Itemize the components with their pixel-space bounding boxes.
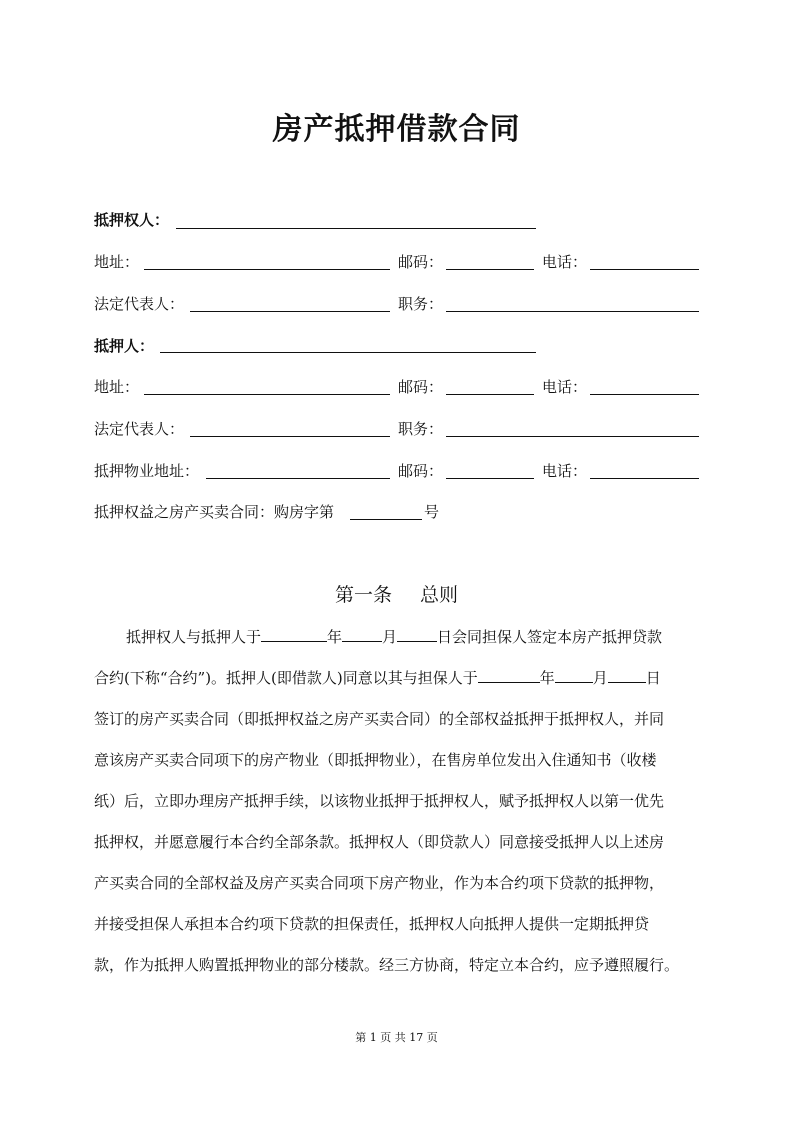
mortgagor-position-label: 职务： xyxy=(398,420,444,438)
body-line-1: 抵押权人与抵押人于 年 月 日会同担保人签定本房产抵押贷款 xyxy=(126,628,663,646)
sign-month-blank[interactable] xyxy=(342,627,382,642)
purchase-month-blank[interactable] xyxy=(555,668,593,683)
document-title: 房产抵押借款合同 xyxy=(272,112,521,147)
purchase-year-blank[interactable] xyxy=(478,668,540,683)
article-1-title: 总则 xyxy=(420,584,459,606)
mortgagor-label: 抵押人： xyxy=(94,337,155,355)
property-address-label: 抵押物业地址： xyxy=(94,462,200,480)
mortgagee-postcode-field[interactable] xyxy=(446,269,534,270)
mortgagee-field[interactable] xyxy=(176,228,536,229)
body-line-2: 合约(下称“合约”)。抵押人(即借款人)同意以其与担保人于 年 月 日 xyxy=(94,669,661,687)
body-line-8: 并接受担保人承担本合约项下贷款的担保责任，抵押权人向抵押人提供一定期抵押贷 xyxy=(94,915,650,933)
mortgagor-legal-rep-field[interactable] xyxy=(190,436,390,437)
property-postcode-label: 邮码： xyxy=(398,462,444,480)
contract-number-field[interactable] xyxy=(350,519,422,520)
mortgagor-phone-field[interactable] xyxy=(590,394,699,395)
mortgagor-position-field[interactable] xyxy=(446,436,699,437)
mortgagee-phone-field[interactable] xyxy=(590,269,699,270)
sign-day-blank[interactable] xyxy=(397,627,437,642)
mortgagee-label: 抵押权人： xyxy=(94,211,170,229)
mortgagee-address-label: 地址： xyxy=(94,253,140,271)
contract-number-label: 抵押权益之房产买卖合同：购房字第 xyxy=(94,503,335,521)
property-postcode-field[interactable] xyxy=(446,478,534,479)
mortgagor-address-field[interactable] xyxy=(144,394,390,395)
property-phone-label: 电话： xyxy=(542,462,588,480)
mortgagee-legal-rep-label: 法定代表人： xyxy=(94,295,185,313)
mortgagor-field[interactable] xyxy=(160,352,536,353)
mortgagee-phone-label: 电话： xyxy=(542,253,588,271)
mortgagee-position-label: 职务： xyxy=(398,295,444,313)
body-line-3: 签订的房产买卖合同（即抵押权益之房产买卖合同）的全部权益抵押于抵押权人，并同 xyxy=(94,710,665,728)
mortgagor-postcode-field[interactable] xyxy=(446,394,534,395)
mortgagee-position-field[interactable] xyxy=(446,311,699,312)
page-total: 17 xyxy=(409,1031,424,1044)
mortgagor-phone-label: 电话： xyxy=(542,378,588,396)
mortgagor-address-label: 地址： xyxy=(94,378,140,396)
mortgagee-postcode-label: 邮码： xyxy=(398,253,444,271)
article-1-heading xyxy=(0,580,793,607)
article-1-number: 第一条 xyxy=(334,584,392,606)
mortgagor-legal-rep-label: 法定代表人： xyxy=(94,420,185,438)
mortgagee-legal-rep-field[interactable] xyxy=(190,311,390,312)
property-address-field[interactable] xyxy=(206,478,390,479)
purchase-day-blank[interactable] xyxy=(608,668,646,683)
contract-number-suffix: 号 xyxy=(424,503,440,521)
body-line-5: 纸）后，立即办理房产抵押手续，以该物业抵押于抵押权人，赋予抵押权人以第一优先 xyxy=(94,792,665,810)
body-line-7: 产买卖合同的全部权益及房产买卖合同项下房产物业，作为本合约项下贷款的抵押物， xyxy=(94,874,665,892)
sign-year-blank[interactable] xyxy=(261,627,327,642)
body-line-9: 款，作为抵押人购置抵押物业的部分楼款。经三方协商，特定立本合约，应予遵照履行。 xyxy=(94,956,680,974)
page-footer: 第 1 页 共 17 页 xyxy=(355,1031,438,1044)
property-phone-field[interactable] xyxy=(590,478,699,479)
body-line-4: 意该房产买卖合同项下的房产物业（即抵押物业），在售房单位发出入住通知书（收楼 xyxy=(94,751,657,769)
mortgagor-postcode-label: 邮码： xyxy=(398,378,444,396)
body-line-6: 抵押权，并愿意履行本合约全部条款。抵押权人（即贷款人）同意接受抵押人以上述房 xyxy=(94,833,665,851)
mortgagee-address-field[interactable] xyxy=(144,269,390,270)
page-number: 1 xyxy=(369,1031,377,1044)
